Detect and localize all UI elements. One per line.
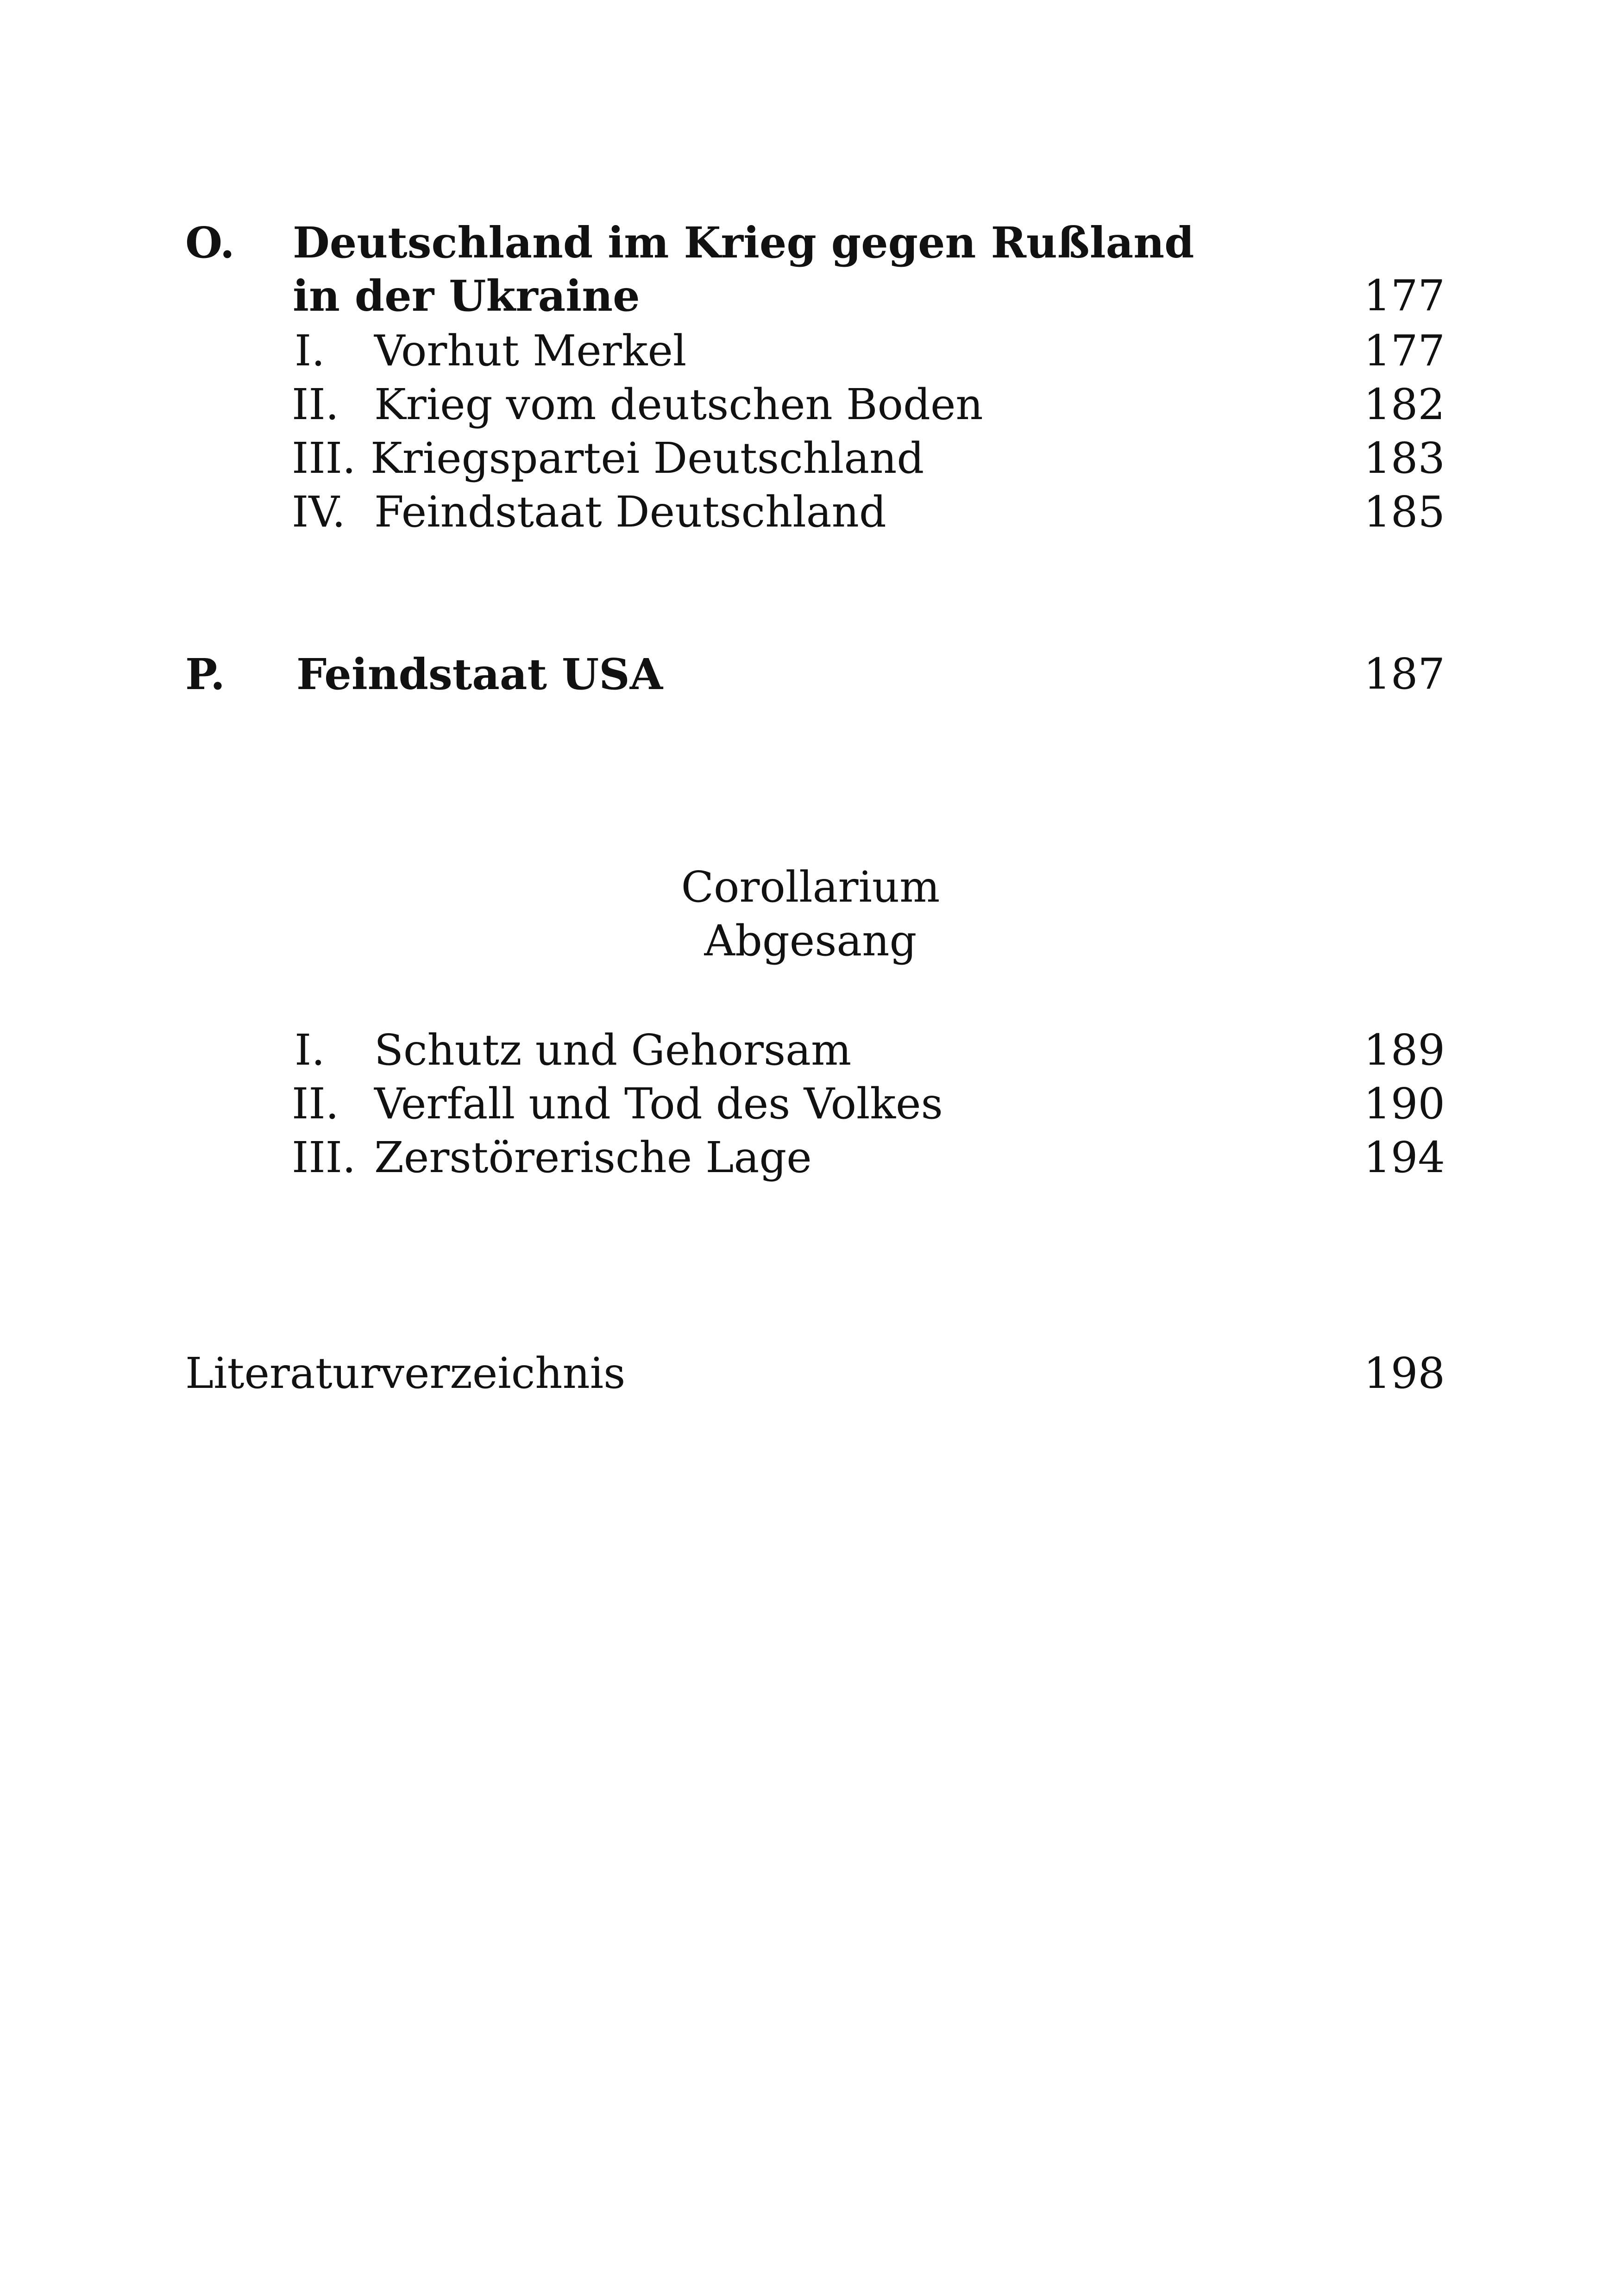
toc-item-numeral: III.: [292, 433, 356, 483]
toc-item-title: Vorhut Merkel: [374, 326, 687, 376]
toc-item-title: Krieg vom deutschen Boden: [374, 380, 983, 429]
toc-item-page: 194: [1363, 1133, 1445, 1182]
toc-item-page: 177: [1363, 326, 1445, 376]
section-p-title: Feindstaat USA: [296, 649, 663, 699]
toc-item-numeral: I.: [295, 1025, 325, 1075]
toc-item-page: 189: [1363, 1025, 1445, 1075]
toc-item-numeral: I.: [295, 326, 325, 376]
toc-item-page: 182: [1363, 380, 1445, 429]
toc-item-page: 190: [1363, 1079, 1445, 1129]
toc-item-numeral: III.: [292, 1133, 356, 1182]
corollarium-subheading: Abgesang: [704, 916, 917, 966]
section-o-title-line1: Deutschland im Krieg gegen Rußland: [293, 218, 1194, 268]
toc-item-page: 185: [1363, 487, 1445, 537]
toc-item-title: Verfall und Tod des Volkes: [374, 1079, 943, 1129]
section-o-title-line2: in der Ukraine: [293, 271, 640, 321]
toc-item-title: Kriegspartei Deutschland: [371, 433, 924, 483]
toc-item-numeral: IV.: [292, 487, 346, 537]
corollarium-heading: Corollarium: [681, 862, 940, 912]
toc-item-title: Schutz und Gehorsam: [374, 1025, 852, 1075]
section-o-letter: O.: [185, 218, 235, 268]
toc-item-numeral: II.: [292, 380, 339, 429]
bibliography-page: 198: [1363, 1349, 1445, 1398]
toc-item-numeral: II.: [292, 1079, 339, 1129]
toc-item-page: 183: [1363, 433, 1445, 483]
section-p-letter: P.: [185, 649, 225, 699]
toc-item-title: Zerstörerische Lage: [374, 1133, 812, 1182]
toc-item-title: Feindstaat Deutschland: [374, 487, 886, 537]
section-o-page: 177: [1363, 271, 1445, 320]
bibliography-title: Literaturverzeichnis: [185, 1349, 626, 1398]
section-p-page: 187: [1363, 649, 1445, 699]
